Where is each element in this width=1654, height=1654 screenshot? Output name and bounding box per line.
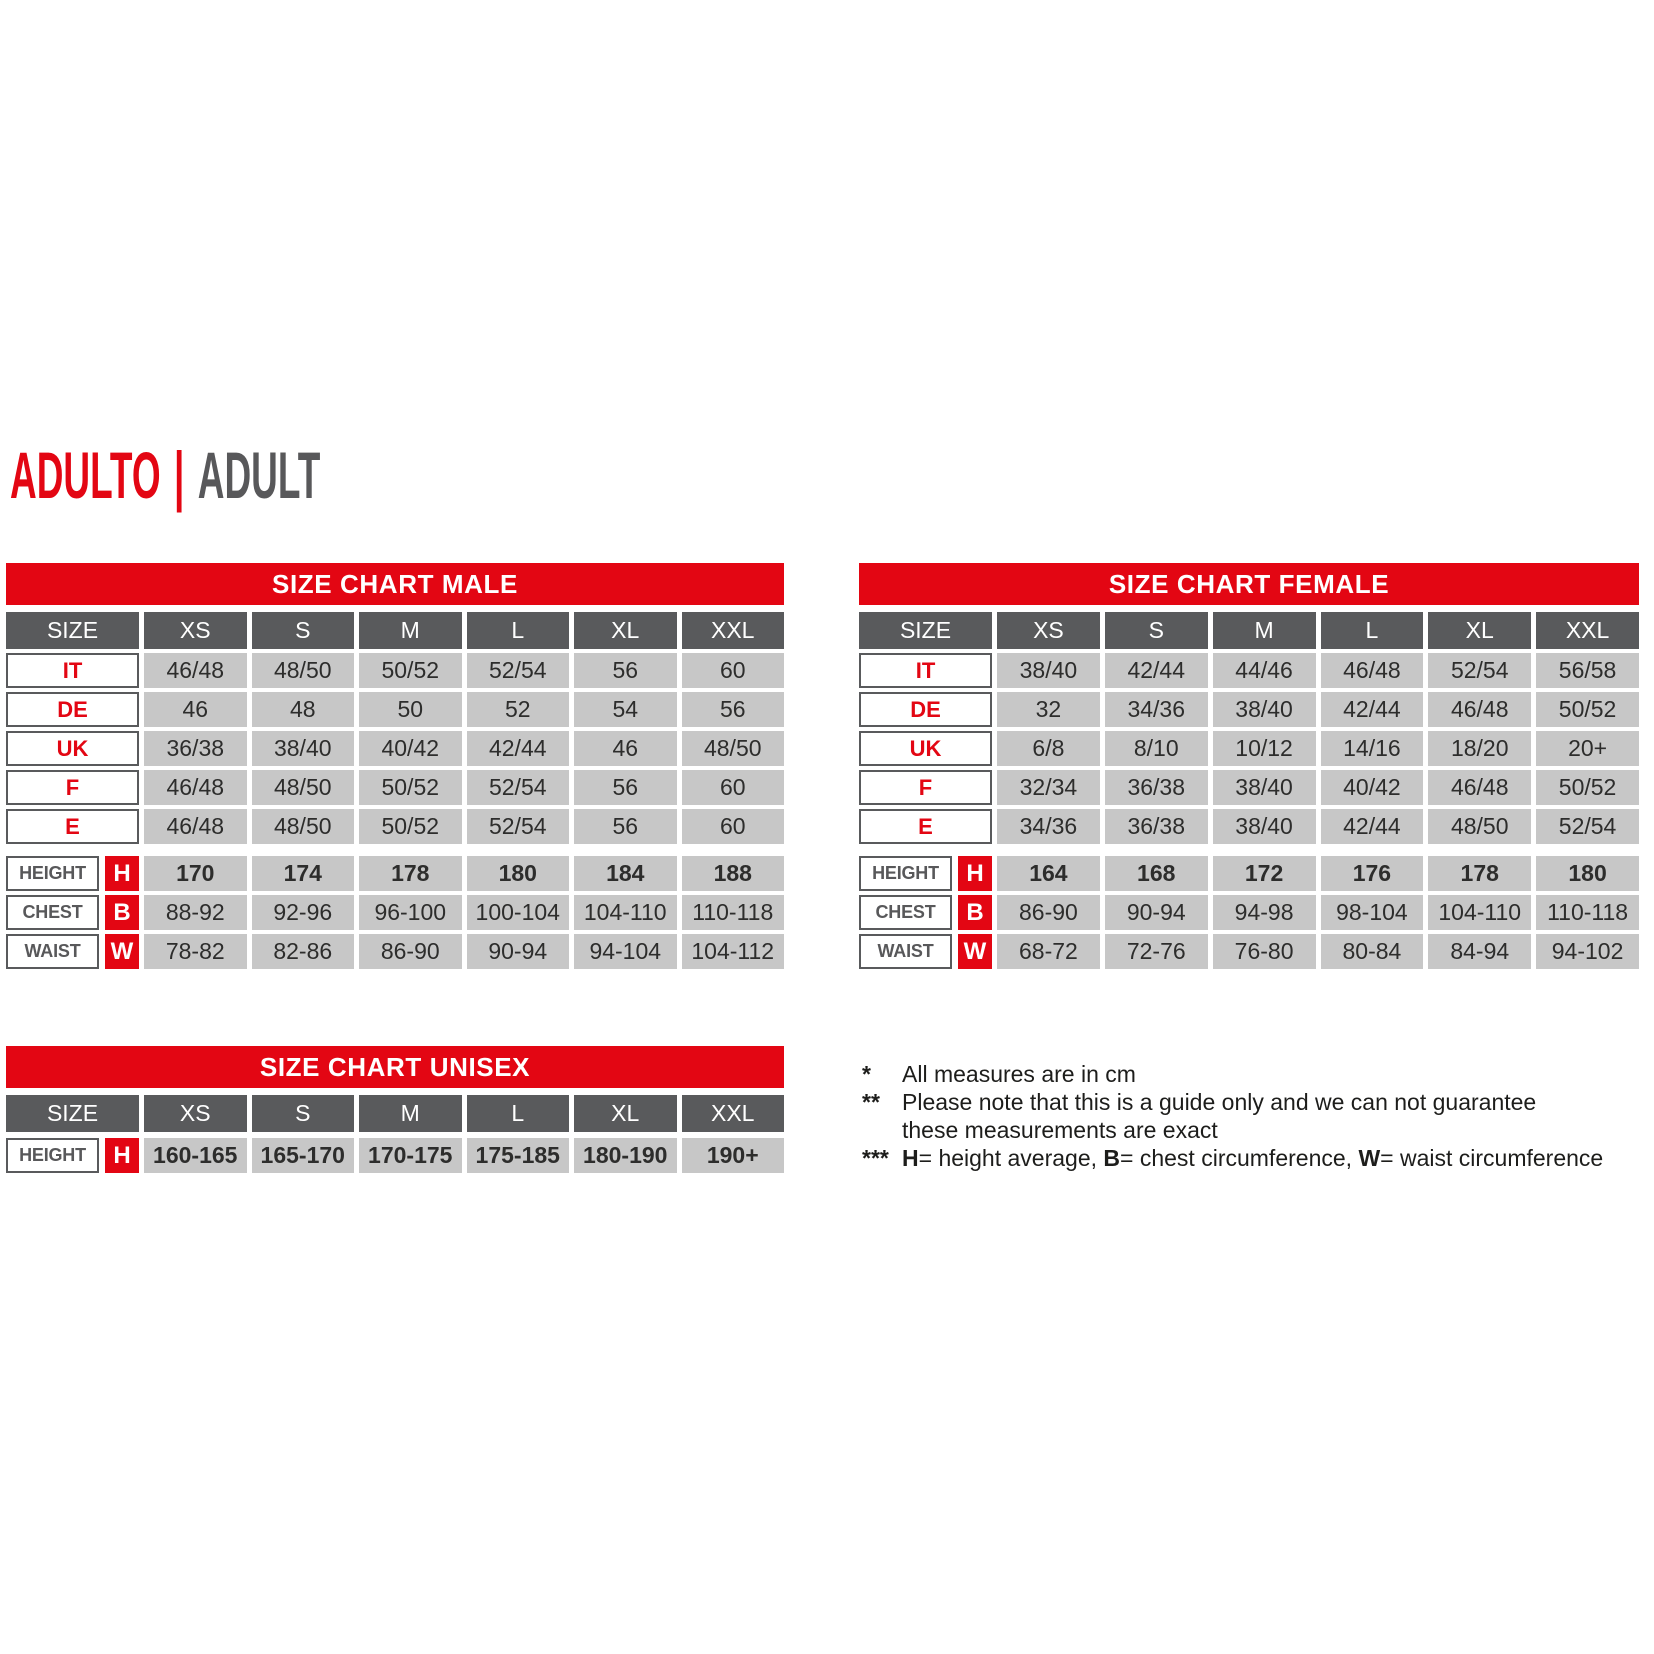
measure-value-cell: 88-92 (144, 895, 247, 930)
column-header-xxl: XXL (682, 1095, 785, 1132)
table-title-bar (859, 563, 1639, 605)
size-value-cell: 52/54 (467, 809, 570, 844)
size-value-cell: 48/50 (252, 809, 355, 844)
size-value-cell: 32 (997, 692, 1100, 727)
size-value-cell: 14/16 (1321, 731, 1424, 766)
column-header-l: L (1321, 612, 1424, 649)
measure-value-cell: 176 (1321, 856, 1424, 891)
measure-value-cell: 100-104 (467, 895, 570, 930)
column-header-xs: XS (997, 612, 1100, 649)
measure-value-cell: 78-82 (144, 934, 247, 969)
measure-letter-badge: H (958, 856, 992, 891)
measure-letter-badge: B (958, 895, 992, 930)
size-value-cell: 46/48 (144, 770, 247, 805)
measure-row-chest (6, 895, 784, 930)
measure-letter-badge: W (105, 934, 139, 969)
footnote-marker: ** (862, 1089, 880, 1115)
size-value-cell: 40/42 (359, 731, 462, 766)
size-row-f (859, 770, 1639, 805)
column-header-m: M (359, 1095, 462, 1132)
measure-value-cell: 168 (1105, 856, 1208, 891)
region-label-it: IT (859, 653, 992, 688)
footnote (862, 1144, 1632, 1172)
footnote-segment: All measures are in cm (902, 1061, 1136, 1087)
measure-value-cell: 90-94 (1105, 895, 1208, 930)
measure-label: WAIST (6, 934, 99, 969)
size-value-cell: 48 (252, 692, 355, 727)
size-value-cell: 50/52 (1536, 692, 1639, 727)
column-header-row (6, 612, 784, 649)
size-value-cell: 56 (574, 770, 677, 805)
measure-value-cell: 90-94 (467, 934, 570, 969)
measure-value-cell: 170 (144, 856, 247, 891)
measure-value-cell: 104-110 (1428, 895, 1531, 930)
size-value-cell: 38/40 (1213, 770, 1316, 805)
size-value-cell: 8/10 (1105, 731, 1208, 766)
measure-label: WAIST (859, 934, 952, 969)
size-value-cell: 46/48 (1321, 653, 1424, 688)
measure-value-cell: 184 (574, 856, 677, 891)
measure-value-cell: 180-190 (574, 1138, 677, 1173)
measure-label-group (6, 934, 139, 969)
measure-label: CHEST (6, 895, 99, 930)
measure-label: HEIGHT (6, 856, 99, 891)
size-value-cell: 56 (574, 653, 677, 688)
measure-value-cell: 86-90 (997, 895, 1100, 930)
size-value-cell: 52/54 (467, 653, 570, 688)
size-value-cell: 56 (682, 692, 785, 727)
size-value-cell: 10/12 (1213, 731, 1316, 766)
column-header-xl: XL (574, 1095, 677, 1132)
region-label-uk: UK (6, 731, 139, 766)
measure-value-cell: 174 (252, 856, 355, 891)
size-row-e (6, 809, 784, 844)
size-value-cell: 42/44 (467, 731, 570, 766)
measure-row-waist (6, 934, 784, 969)
size-value-cell: 48/50 (682, 731, 785, 766)
footnote-marker: *** (862, 1145, 889, 1171)
footnote-bold-term: H (902, 1145, 919, 1171)
column-header-l: L (467, 612, 570, 649)
size-value-cell: 50 (359, 692, 462, 727)
column-header-s: S (1105, 612, 1208, 649)
measure-value-cell: 164 (997, 856, 1100, 891)
measure-row-height (6, 1138, 784, 1173)
measure-value-cell: 104-112 (682, 934, 785, 969)
size-value-cell: 34/36 (997, 809, 1100, 844)
size-value-cell: 56/58 (1536, 653, 1639, 688)
size-value-cell: 50/52 (359, 653, 462, 688)
size-value-cell: 36/38 (1105, 809, 1208, 844)
column-header-xxl: XXL (682, 612, 785, 649)
measure-value-cell: 94-98 (1213, 895, 1316, 930)
footnote-marker: * (862, 1061, 871, 1087)
size-value-cell: 46/48 (144, 809, 247, 844)
measure-label-group (6, 1138, 139, 1173)
size-row-it (6, 653, 784, 688)
measure-row-height (6, 856, 784, 891)
size-value-cell: 52/54 (1428, 653, 1531, 688)
footnote-segment: Please note that this is a guide only and we can not guarantee (902, 1089, 1537, 1115)
size-value-cell: 54 (574, 692, 677, 727)
footnote (862, 1088, 1632, 1144)
size-value-cell: 38/40 (997, 653, 1100, 688)
size-value-cell: 18/20 (1428, 731, 1531, 766)
measure-value-cell: 82-86 (252, 934, 355, 969)
column-header-row (6, 1095, 784, 1132)
size-value-cell: 36/38 (1105, 770, 1208, 805)
size-value-cell: 38/40 (1213, 809, 1316, 844)
size-value-cell: 50/52 (359, 809, 462, 844)
column-header-xl: XL (1428, 612, 1531, 649)
size-value-cell: 36/38 (144, 731, 247, 766)
column-header-s: S (252, 612, 355, 649)
measure-value-cell: 110-118 (682, 895, 785, 930)
size-value-cell: 6/8 (997, 731, 1100, 766)
page-title-secondary: ADULT (197, 438, 321, 512)
column-header-size: SIZE (6, 1095, 139, 1132)
column-header-l: L (467, 1095, 570, 1132)
size-value-cell: 50/52 (359, 770, 462, 805)
measure-value-cell: 68-72 (997, 934, 1100, 969)
measure-value-cell: 76-80 (1213, 934, 1316, 969)
footnote-text (902, 1060, 1632, 1088)
measure-value-cell: 94-102 (1536, 934, 1639, 969)
measure-value-cell: 72-76 (1105, 934, 1208, 969)
size-value-cell: 48/50 (252, 770, 355, 805)
measure-value-cell: 178 (1428, 856, 1531, 891)
size-value-cell: 52/54 (1536, 809, 1639, 844)
size-value-cell: 20+ (1536, 731, 1639, 766)
measure-letter-badge: B (105, 895, 139, 930)
size-chart-unisex-table (6, 1046, 784, 1177)
region-label-e: E (6, 809, 139, 844)
column-header-xs: XS (144, 1095, 247, 1132)
column-header-m: M (1213, 612, 1316, 649)
column-header-xl: XL (574, 612, 677, 649)
table-title: SIZE CHART UNISEX (259, 1051, 531, 1082)
region-label-it: IT (6, 653, 139, 688)
column-header-s: S (252, 1095, 355, 1132)
measure-label: CHEST (859, 895, 952, 930)
measure-row-height (859, 856, 1639, 891)
column-header-row (859, 612, 1639, 649)
column-header-size: SIZE (6, 612, 139, 649)
measure-label: HEIGHT (859, 856, 952, 891)
page-title-separator: | (174, 438, 185, 512)
size-value-cell: 38/40 (252, 731, 355, 766)
table-title-bar (6, 563, 784, 605)
size-value-cell: 38/40 (1213, 692, 1316, 727)
measure-label-group (6, 856, 139, 891)
size-value-cell: 44/46 (1213, 653, 1316, 688)
measure-value-cell: 84-94 (1428, 934, 1531, 969)
measure-value-cell: 98-104 (1321, 895, 1424, 930)
footnote-text (902, 1088, 1632, 1144)
size-row-it (859, 653, 1639, 688)
measure-row-chest (859, 895, 1639, 930)
measure-value-cell: 86-90 (359, 934, 462, 969)
measure-value-cell: 170-175 (359, 1138, 462, 1173)
footnote-segment: = chest circumference, (1120, 1145, 1359, 1171)
measure-letter-badge: H (105, 1138, 139, 1173)
size-row-f (6, 770, 784, 805)
size-value-cell: 50/52 (1536, 770, 1639, 805)
measure-value-cell: 94-104 (574, 934, 677, 969)
measure-value-cell: 175-185 (467, 1138, 570, 1173)
table-title: SIZE CHART MALE (272, 568, 518, 599)
measure-value-cell: 180 (467, 856, 570, 891)
size-value-cell: 40/42 (1321, 770, 1424, 805)
column-header-size: SIZE (859, 612, 992, 649)
size-chart-female-table (859, 563, 1639, 973)
region-label-uk: UK (859, 731, 992, 766)
footnote-bold-term: W (1358, 1145, 1381, 1171)
measure-letter-badge: H (105, 856, 139, 891)
measure-row-waist (859, 934, 1639, 969)
footnotes (862, 1060, 1632, 1172)
size-value-cell: 42/44 (1321, 809, 1424, 844)
size-value-cell: 48/50 (1428, 809, 1531, 844)
size-value-cell: 60 (682, 770, 785, 805)
size-row-e (859, 809, 1639, 844)
size-value-cell: 52/54 (467, 770, 570, 805)
size-row-de (859, 692, 1639, 727)
size-value-cell: 46 (574, 731, 677, 766)
size-value-cell: 52 (467, 692, 570, 727)
measure-label: HEIGHT (6, 1138, 99, 1173)
measure-value-cell: 92-96 (252, 895, 355, 930)
size-value-cell: 42/44 (1321, 692, 1424, 727)
size-value-cell: 46/48 (144, 653, 247, 688)
size-value-cell: 56 (574, 809, 677, 844)
region-label-f: F (6, 770, 139, 805)
page-title (10, 438, 321, 512)
size-row-uk (859, 731, 1639, 766)
size-value-cell: 60 (682, 653, 785, 688)
size-value-cell: 32/34 (997, 770, 1100, 805)
footnote (862, 1060, 1632, 1088)
page-title-primary: ADULTO (10, 438, 161, 512)
measure-value-cell: 178 (359, 856, 462, 891)
size-value-cell: 42/44 (1105, 653, 1208, 688)
size-chart-male-table (6, 563, 784, 973)
footnote-segment: = height average, (918, 1145, 1104, 1171)
measure-label-group (859, 895, 992, 930)
measure-value-cell: 104-110 (574, 895, 677, 930)
region-label-de: DE (6, 692, 139, 727)
size-row-uk (6, 731, 784, 766)
size-value-cell: 60 (682, 809, 785, 844)
measure-value-cell: 172 (1213, 856, 1316, 891)
measure-value-cell: 165-170 (252, 1138, 355, 1173)
size-value-cell: 46/48 (1428, 770, 1531, 805)
size-value-cell: 34/36 (1105, 692, 1208, 727)
column-header-xs: XS (144, 612, 247, 649)
footnote-bold-term: B (1103, 1145, 1121, 1171)
column-header-xxl: XXL (1536, 612, 1639, 649)
measure-value-cell: 190+ (682, 1138, 785, 1173)
size-value-cell: 46/48 (1428, 692, 1531, 727)
column-header-m: M (359, 612, 462, 649)
measure-value-cell: 180 (1536, 856, 1639, 891)
region-label-f: F (859, 770, 992, 805)
measure-label-group (859, 856, 992, 891)
measure-letter-badge: W (958, 934, 992, 969)
measure-value-cell: 96-100 (359, 895, 462, 930)
footnote-segment: = waist circumference (1380, 1145, 1604, 1171)
table-title-bar (6, 1046, 784, 1088)
measure-value-cell: 80-84 (1321, 934, 1424, 969)
measure-value-cell: 188 (682, 856, 785, 891)
measure-value-cell: 160-165 (144, 1138, 247, 1173)
region-label-e: E (859, 809, 992, 844)
table-title: SIZE CHART FEMALE (1108, 568, 1390, 599)
region-label-de: DE (859, 692, 992, 727)
footnote-segment: these measurements are exact (902, 1117, 1218, 1143)
size-value-cell: 48/50 (252, 653, 355, 688)
measure-label-group (6, 895, 139, 930)
measure-label-group (859, 934, 992, 969)
size-row-de (6, 692, 784, 727)
measure-value-cell: 110-118 (1536, 895, 1639, 930)
footnote-text (902, 1144, 1632, 1172)
size-value-cell: 46 (144, 692, 247, 727)
